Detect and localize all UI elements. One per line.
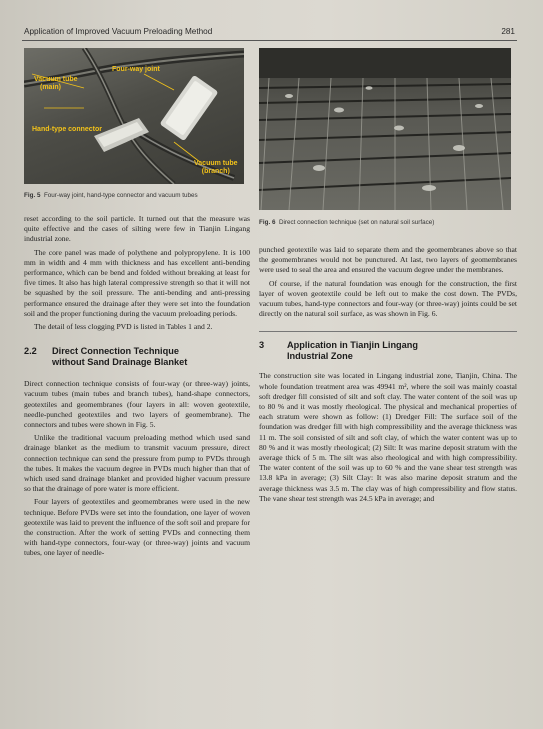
figure-6-photo — [259, 48, 511, 210]
figure-5-caption-text: Four-way joint, hand-type connector and vacuum tubes — [43, 192, 198, 199]
running-title: Application of Improved Vacuum Preloading Method — [24, 27, 213, 36]
left-paragraph-1: reset according to the soil particle. It turned out that the measure was quite effective and the cases of silting were few in Tianjin Lingang industrial zone. — [24, 214, 250, 244]
right-paragraph-1: punched geotextile was laid to separate them and the geomembranes above so that the geomembranes would not be punctured. At last, two layers of geomembranes were used to seal the area and ensured the vacuum degree under the membranes. — [259, 245, 517, 275]
right-paragraph-2: Of course, if the natural foundation was enough for the construction, the first layer of woven geotextile could be left out to make the cost down. The PVDs, vacuum tubes, hand-type connectors and four-way (or three-way) joints could be set directly on the natural soil surface, as was shown in Fig. 6. — [259, 278, 517, 319]
section-2-2-title — [52, 346, 187, 368]
right-paragraph-3: The construction site was located in Lingang industrial zone, Tianjin, China. The whole foundation treatment area was 49941 m², where the soil was mainly coastal soft dredger fill consisted of silt and soft clay. The water content of the soil was up to 80 % and it was mostly rheological. The physical and mechanical properties of each stratum were shown as follow: (1) Dredger Fill: The surface soil of the foundation was dredger fill with high compressibility and the average thickness was 11 m. The soil consisted of silt and soft clay, of which the water content was up to 80 % and it was mostly rheological; (2) Silt: It was marine deposit stratum with the average thick of 5 m. The silt was also rheological and with high compressibility. The water content of the soil was up to 60 % and the vane shear test strength was 13.8 kPa in average; (3) Silt Clay: It was also marine deposit stratum and the average thickness was 3.5 m. The clay was of high compressibility and flow status. The vane shear test strength was 24.5 kPa in average; and — [259, 371, 517, 503]
figure-6-drawing — [259, 48, 511, 210]
page-number: 281 — [501, 27, 515, 36]
section-3-number: 3 — [259, 340, 265, 351]
left-paragraph-3: The detail of less clogging PVD is listed in Tables 1 and 2. — [34, 322, 213, 332]
label-vacuum-tube-main — [34, 76, 78, 92]
section-3-title — [287, 340, 418, 362]
label-vacuum-tube-branch — [194, 160, 238, 176]
left-paragraph-6: Four layers of geotextiles and geomembranes were used in the new technique. Before PVDs were set into the foundation, one layer of woven geotextile was laid to prevent the influence of the soft soil and prepare for the construction. After the work of setting PVDs and connecting them with hand-type connectors, four-way (or three-way) joints and vacuum tubes, one layer of needle- — [24, 497, 250, 558]
left-column — [24, 48, 250, 559]
section-2-2-number: 2.2 — [24, 346, 37, 357]
label-four-way-joint: Four-way joint — [112, 66, 160, 73]
left-paragraph-4: Direct connection technique consists of four-way (or three-way) joints, vacuum tubes (main tubes and branch tubes), hand-shape connectors, geotextiles and geomembranes (four layers in all: woven geotextile, needle-punched geotextiles and two layers of geomembrane). The connectors and tubes were shown in Fig. 5. — [24, 379, 250, 430]
section-3-heading — [259, 340, 517, 362]
section-2-2-heading — [24, 346, 250, 368]
figure-6-caption-label: Fig. 6 — [259, 219, 276, 226]
section-2-2-title-line1: Direct Connection Technique — [52, 346, 179, 357]
figure-6-caption — [259, 218, 517, 227]
section-3-title-line1: Application in Tianjin Lingang — [287, 340, 419, 351]
label-hand-type-connector: Hand-type connector — [32, 126, 103, 133]
label-vacuum-tube-branch-line1: Vacuum tube — [194, 160, 238, 167]
section-3-rule — [259, 331, 517, 332]
label-vacuum-tube-main-line2: (main) — [40, 84, 61, 91]
section-3-title-line2: Industrial Zone — [287, 351, 353, 362]
figure-5-photo — [24, 48, 244, 184]
figure-5-caption — [24, 191, 250, 200]
left-paragraph-2: The core panel was made of polythene and polypropylene. It is 100 mm in width and 4 mm with thickness and has excellent anti-bending performance, which can be bend and folded without breaking at least for five times. It also has high lateral compressive strength so that it will not be squashed by the soil pressure. The anti-bending and anti-pressing performance ensured the drainage after they were set into the foundation soil and the proper functioning during the vacuum preloading periods. — [24, 247, 250, 318]
label-vacuum-tube-main-line1: Vacuum tube — [34, 76, 78, 83]
figure-5-caption-label: Fig. 5 — [24, 192, 41, 199]
left-paragraph-5: Unlike the traditional vacuum preloading method which used sand drainage blanket as the medium to transmit vacuum pressure, direct connection technique can send the pressure from pump to PVDs through the tubes. It makes the vacuum degree in PVDs much higher than that of which used sand drainage blanket and provided higher vacuum pressure so that the drainage of pore water is more efficient. — [24, 433, 250, 494]
figure-6-caption-text: Direct connection technique (set on natural soil surface) — [278, 219, 435, 226]
section-2-2-title-line2: without Sand Drainage Blanket — [52, 357, 188, 368]
right-column — [259, 48, 517, 504]
header-rule — [22, 40, 517, 41]
label-vacuum-tube-branch-line2: (branch) — [201, 168, 230, 175]
